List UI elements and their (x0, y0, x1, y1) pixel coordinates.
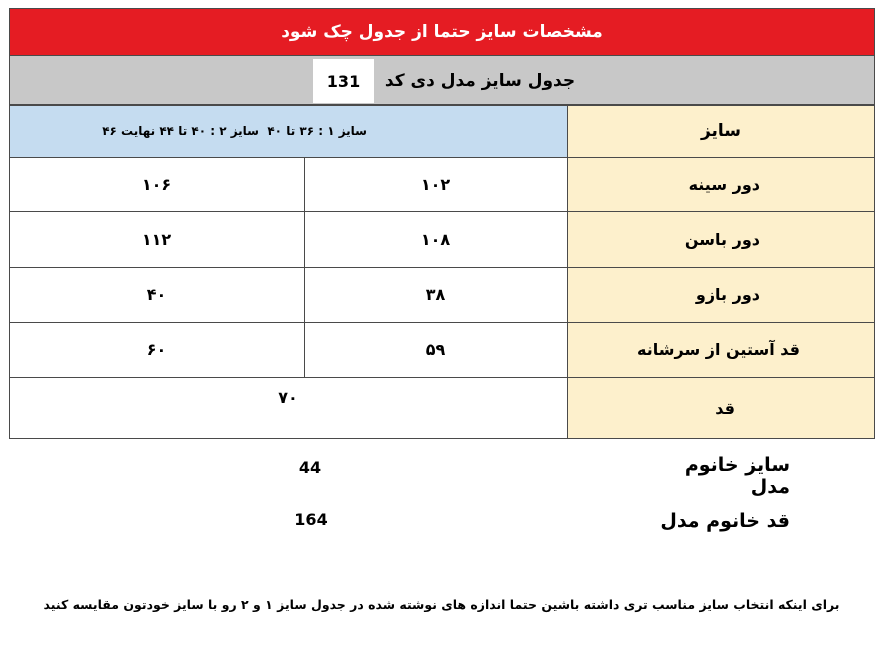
table-subtitle: جدول سایز مدل دی کد (384, 70, 576, 91)
size-header-label: سایز (567, 105, 875, 157)
size2-note: سایز ۲ : ۴۰ تا ۴۴ نهایت ۴۶ (102, 124, 259, 138)
row-label-chest: دور سینه (567, 157, 875, 211)
row-label-sleeve: قد آستین از سرشانه (567, 322, 875, 377)
row-divider (9, 322, 875, 323)
model-size-value: 44 (298, 458, 322, 477)
page-title: مشخصات سایز حتما از جدول چک شود (9, 8, 875, 56)
model-size-label: سایز خانوم مدل (684, 454, 790, 498)
row-sleeve-size2: ۶۰ (146, 340, 167, 359)
row-divider (9, 267, 875, 268)
footer-note: برای اینکه انتخاب سایز مناسب تری داشته باشین حتما اندازه های نوشته شده در جدول سایز ۱ و ۲ رو با سایز خودتون مقایسه کنید (43, 597, 840, 612)
row-label-length: قد (567, 377, 875, 439)
row-chest-size2: ۱۰۶ (141, 174, 172, 194)
row-chest-size1: ۱۰۲ (420, 174, 451, 194)
row-label-hip: دور باسن (567, 211, 875, 267)
row-length-value: ۷۰ (278, 387, 298, 407)
row-arm-size2: ۴۰ (146, 285, 167, 304)
row-label-arm: دور بازو (567, 267, 875, 322)
row-arm-size1: ۳۸ (425, 285, 446, 304)
size1-note: سایز ۱ : ۳۶ تا ۴۰ (267, 124, 367, 138)
column-divider (567, 105, 568, 439)
model-height-value: 164 (294, 510, 328, 529)
size-info-header (9, 105, 567, 157)
row-hip-size1: ۱۰۸ (420, 229, 451, 249)
row-sleeve-size1: ۵۹ (425, 340, 446, 359)
row-divider (9, 377, 875, 378)
model-code: 131 (313, 59, 374, 103)
row-divider (9, 157, 875, 158)
row-hip-size2: ۱۱۲ (141, 229, 172, 249)
row-divider (9, 211, 875, 212)
model-height-label: قد خانوم مدل (660, 510, 790, 532)
